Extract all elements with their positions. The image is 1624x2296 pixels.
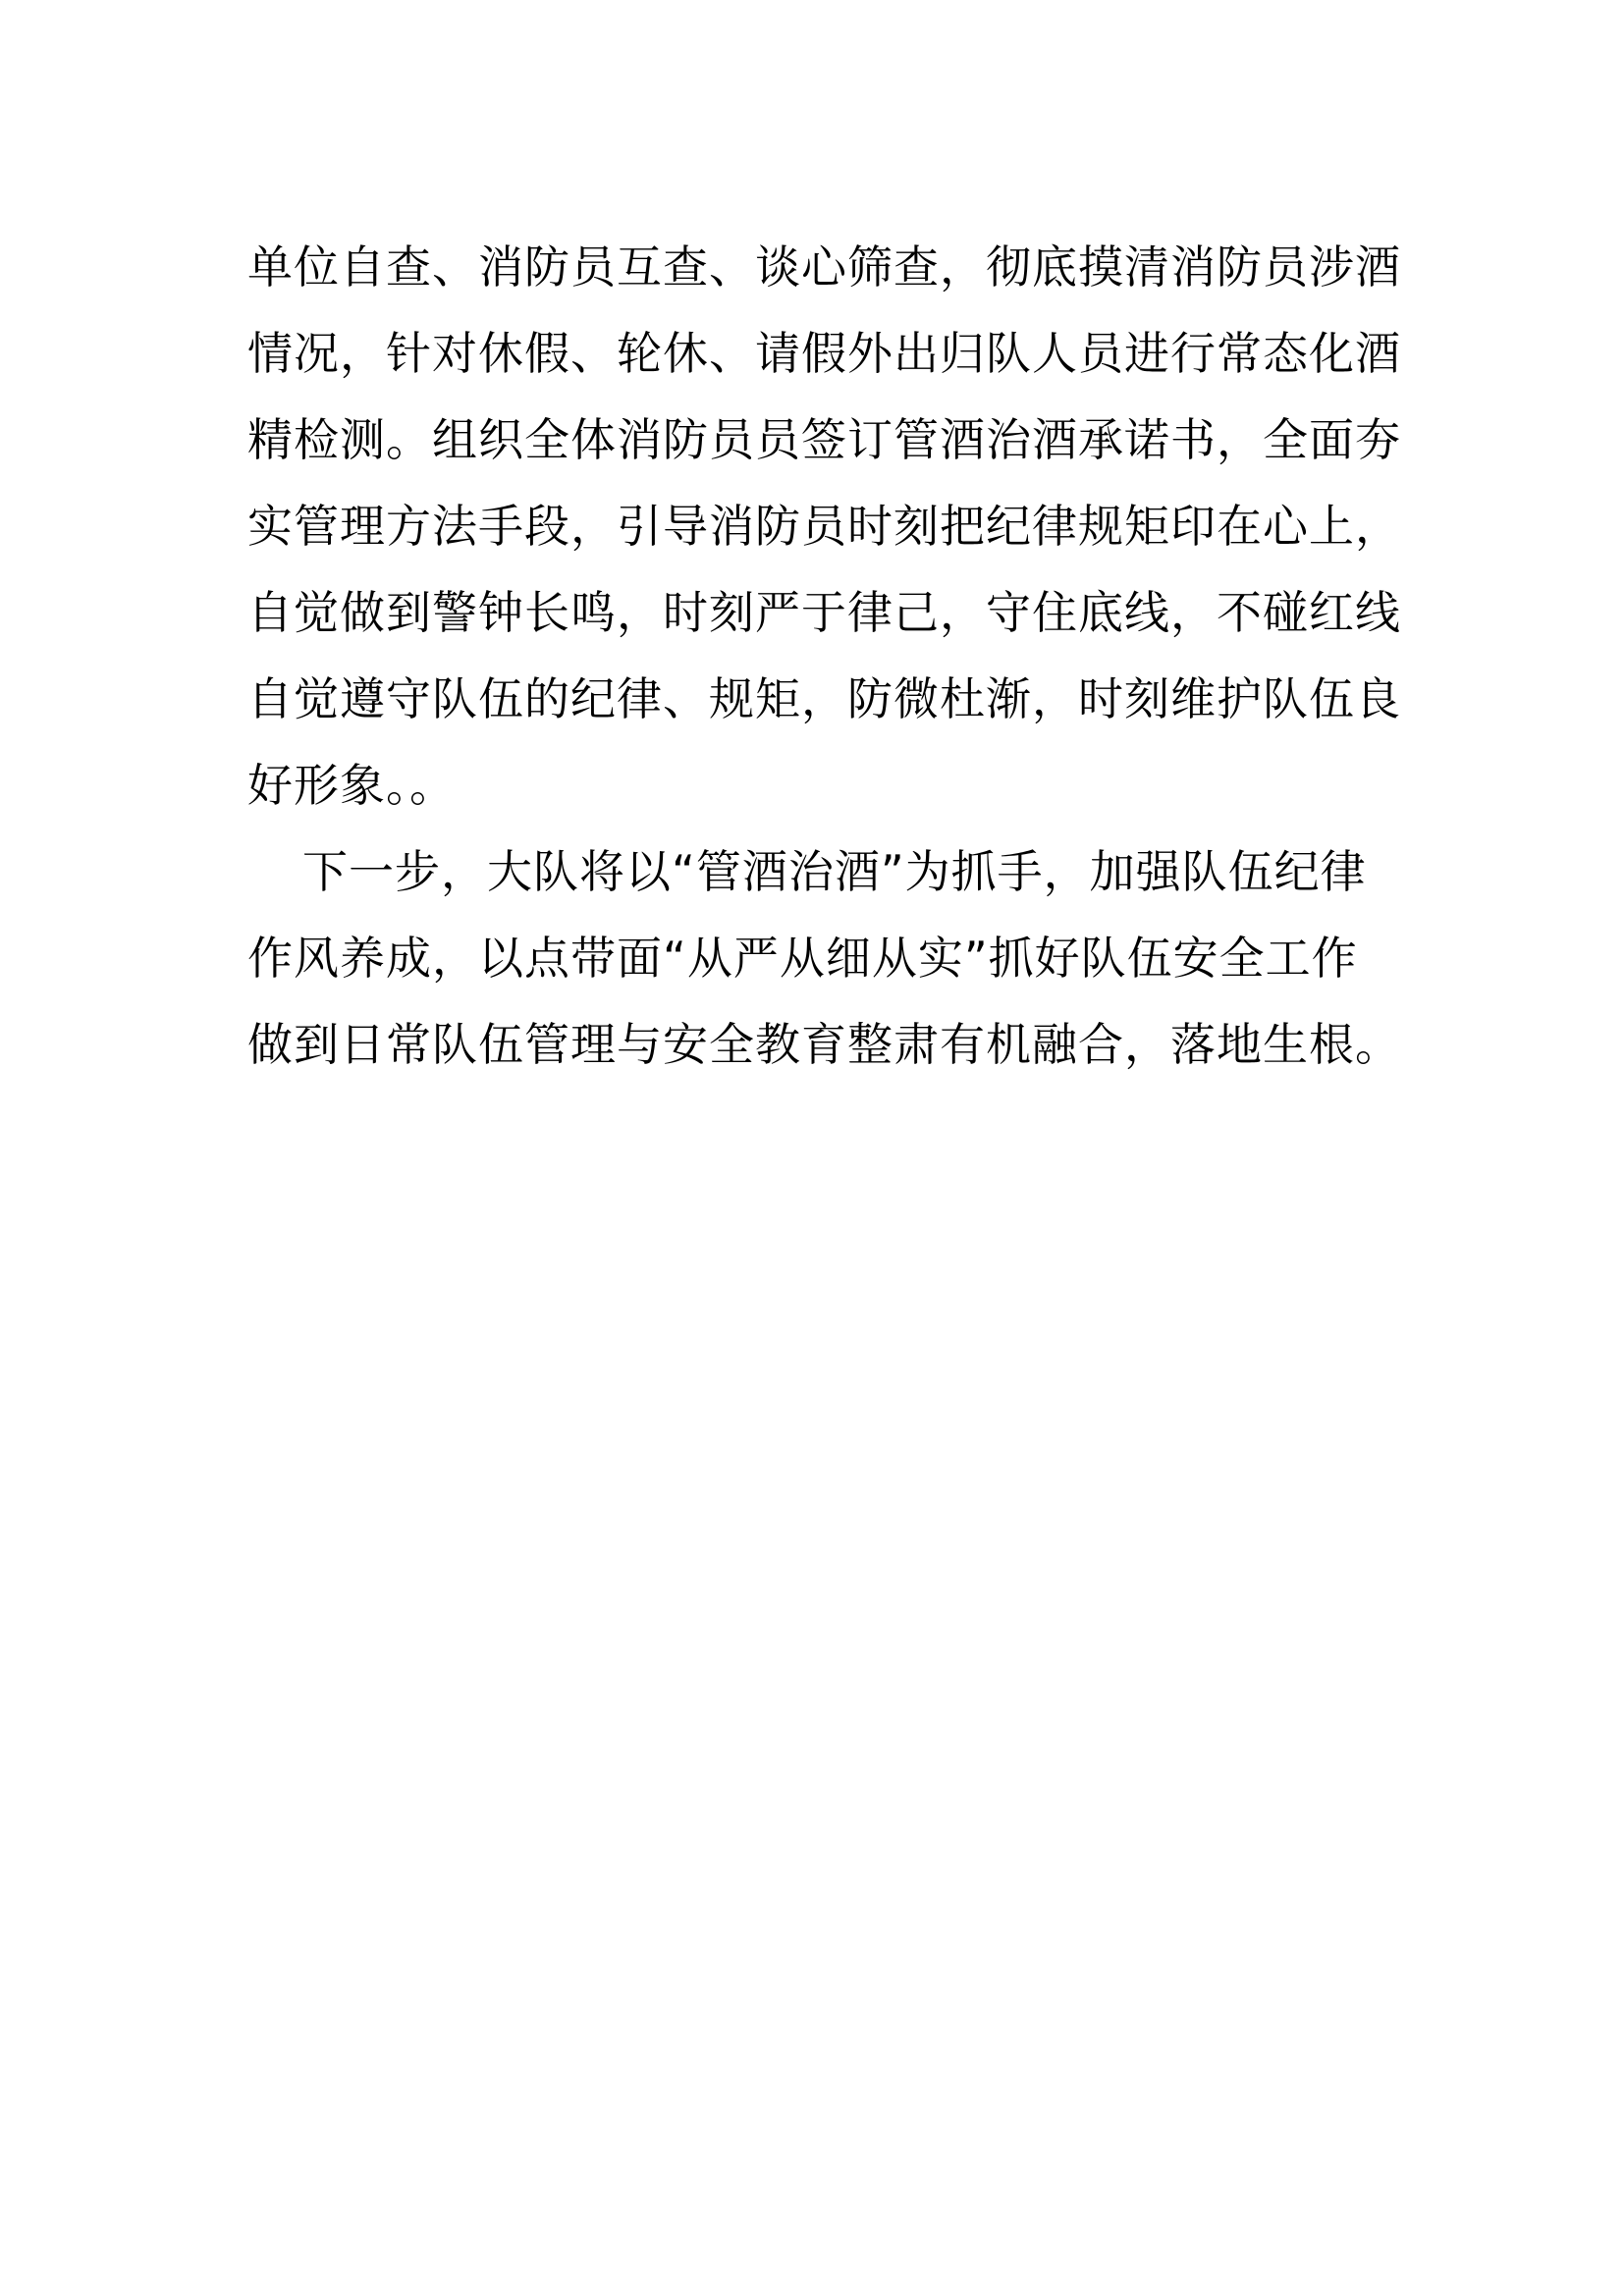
paragraph-line: 单位自查、消防员互查、谈心筛查，彻底摸清消防员涉酒 — [247, 240, 1401, 294]
paragraph-line: 自觉做到警钟长鸣，时刻严于律己，守住底线，不碰红线 — [247, 586, 1401, 639]
paragraph-1 — [247, 224, 1401, 828]
document-body — [247, 224, 1401, 1088]
paragraph-line: 作风养成，以点带面“从严从细从实”抓好队伍安全工作 — [247, 932, 1358, 985]
paragraph-line: 好形象。。 — [247, 759, 456, 812]
paragraph-line: 精检测。组织全体消防员员签订管酒治酒承诺书，全面夯 — [247, 413, 1401, 466]
paragraph-line: 做到日常队伍管理与安全教育整肃有机融合，落地生根。 — [247, 1018, 1401, 1071]
paragraph-line: 实管理方法手段，引导消防员时刻把纪律规矩印在心上， — [247, 500, 1401, 553]
paragraph-line: 自觉遵守队伍的纪律、规矩，防微杜渐，时刻维护队伍良 — [247, 672, 1401, 725]
paragraph-line: 下一步，大队将以“管酒治酒”为抓手，加强队伍纪律 — [302, 845, 1367, 898]
paragraph-2 — [247, 828, 1401, 1088]
paragraph-line: 情况，针对休假、轮休、请假外出归队人员进行常态化酒 — [247, 327, 1401, 380]
